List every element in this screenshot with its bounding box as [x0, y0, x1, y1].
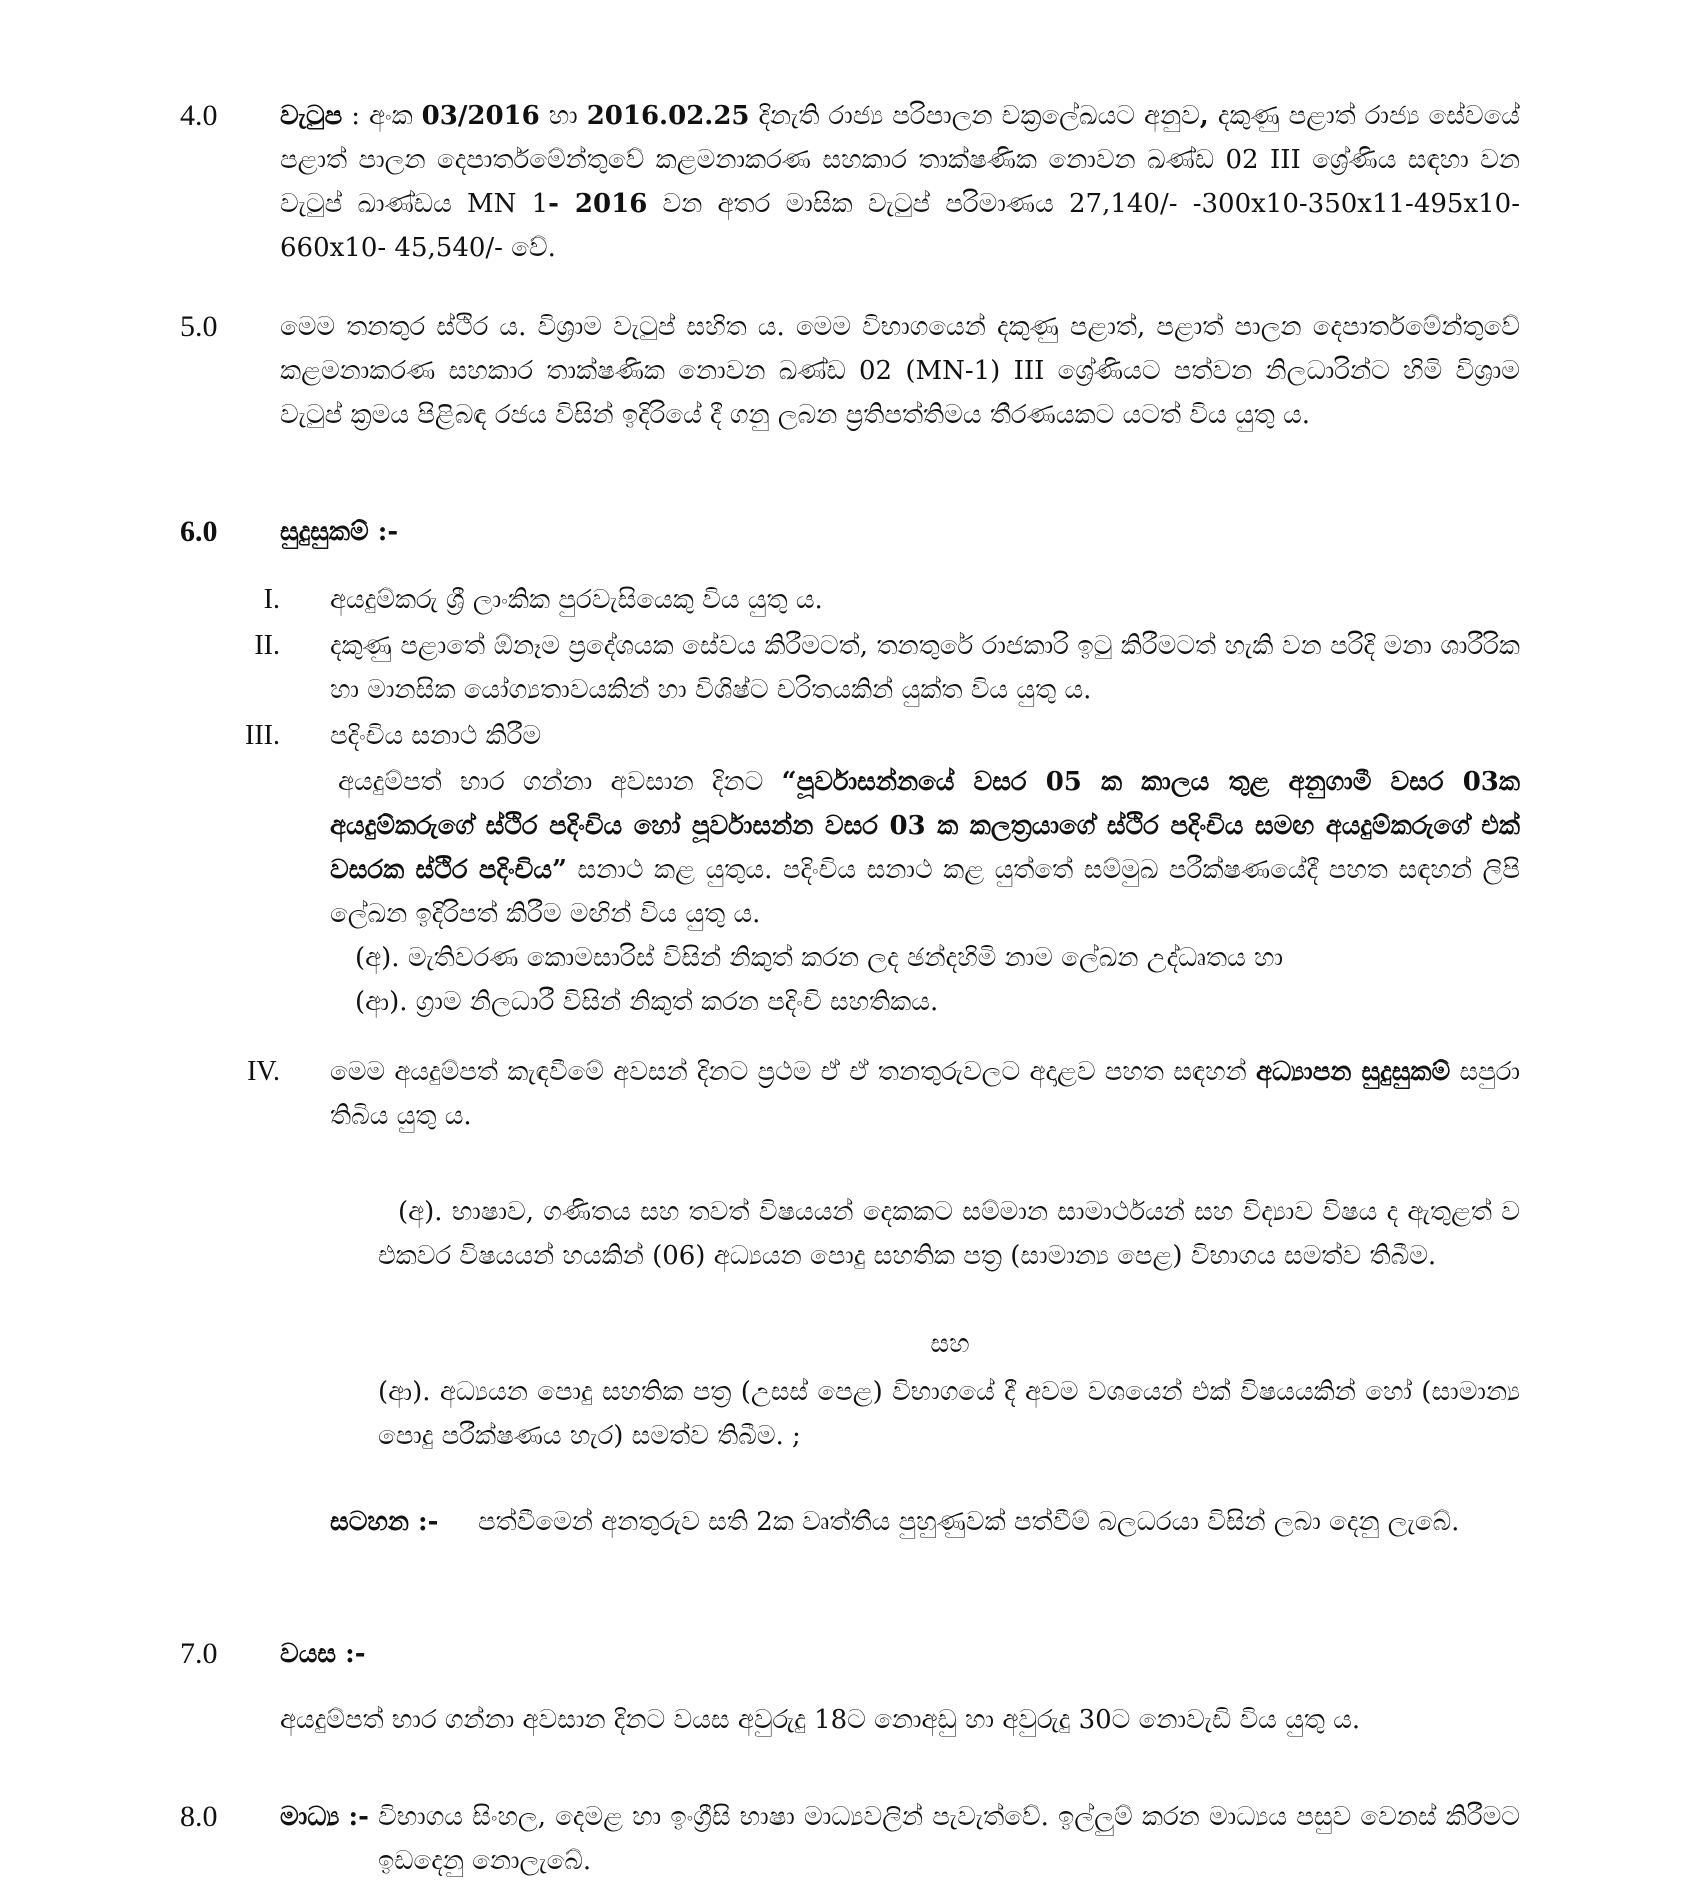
item-ii-text: දකුණු පළාතේ ඕනෑම ප්‍රදේශයක සේවය කිරීමටත්, තනතුරේ රාජකාරි ඉටු කිරීමටත් හැකි වන පරිදි මනා ශාරීරික හා මානසික යෝග්‍යතාවයකින් හා විශිෂ්ට චරිතයකින් යුක්ත විය යුතු ය.	[330, 631, 1520, 705]
section-4-salary-text: වැටුප : අංක 03/2016 හා 2016.02.25 දිනැති රාජ්‍ය පරිපාලන චක්‍රලේඛයට අනුව, දකුණු පළාත් රාජ්‍ය සේවයේ පළාත් පාලන දෙපාර්තමේන්තුවේ කළමනාකරණ සහකාර තාක්ෂණික නොවන ඛණ්ඩ 02 III ශ්‍රේණිය සඳහා වන වැටුප් ඛාණ්ඩය MN 1- 2016 වන අතර මාසික වැටුප් පරිමාණය 27,140/- -300x10-350x11-495x10-660x10- 45,540/- වේ.	[280, 101, 1520, 263]
item-i-text: අයදුම්කරු ශ්‍රී ලාංකික පුරවැසියෙකු විය යුතු ය.	[330, 585, 823, 615]
note-label: සටහන :-	[330, 1507, 439, 1537]
section-5-number: 5.0	[180, 310, 218, 343]
item-iv-number: IV.	[247, 1056, 280, 1087]
section-8-medium-text: විභාගය සිංහල, දෙමළ හා ඉංග්‍රීසි භාෂා මාධ්‍යවලින් පැවැත්වේ. ඉල්ලුම් කරන මාධ්‍යය පසුව වෙනස් කිරීමට ඉඩදෙනු නොලැබේ.	[378, 1802, 1520, 1876]
item-iii-doc-aa: (ආ). ග්‍රාම නිලධාරී විසින් නිකුත් කරන පදිංචි සහතිකය.	[355, 987, 939, 1017]
note-text: පත්වීමෙන් අනතුරුව සති 2ක වෘත්තීය පුහුණුවක් පත්වීම් බලධරයා විසින් ලබා දෙනු ලැබේ.	[478, 1507, 1460, 1537]
item-iii-residence-text: අයදුම්පත් භාර ගන්නා අවසාන දිනට “පූර්වාසන්නයේ වසර 05 ක කාලය තුළ අනුගාමී වසර 03ක අයදුම්කරුගේ ස්ථිර පදිංචිය හෝ පූර්වාසන්න වසර 03 ක කලත්‍රයාගේ ස්ථිර පදිංචිය සමඟ අයදුම්කරුගේ එක් වසරක ස්ථිර පදිංචිය” සනාථ කළ යුතුය. පදිංචිය සනාථ කළ යුත්තේ සම්මුඛ පරීක්ෂණයේදී පහත සඳහන් ලිපි ලේඛන ඉදිරිපත් කිරීම මඟින් විය යුතු ය.	[330, 767, 1520, 929]
item-i-number: I.	[263, 584, 280, 615]
section-8-label: මාධ්‍ය :-	[280, 1802, 369, 1832]
item-iii-title: පදිංචිය සනාථ කිරීම	[330, 721, 542, 751]
section-7-age-text: අයදුම්පත් භාර ගන්නා අවසාන දිනට වයස අවුරුදු 18ට නොඅඩු හා අවුරුදු 30ට නොවැඩි විය යුතු ය.	[280, 1705, 1361, 1735]
section-6-number: 6.0	[180, 515, 218, 548]
section-7-heading: වයස :-	[280, 1639, 366, 1669]
item-iv-qual-a: (අ). භාෂාව, ගණිතය සහ තවත් විෂයයන් දෙකකට සම්මාන සාමාර්ථයන් සහ විද්‍යාව විෂය ද ඇතුළත් ව එකවර විෂයයන් හයකින් (06) අධ්‍යයන පොදු සහතික පත්‍ර (සාමාන්‍ය පෙළ) විභාගය සමත්ව තිබීම.	[378, 1197, 1520, 1271]
salary-label: වැටුප	[280, 101, 343, 131]
item-iv-text: මෙම අයදුම්පත් කැඳවීමේ අවසන් දිනට ප්‍රථම ඒ ඒ තනතුරුවලට අදාළව පහත සඳහන් අධ්‍යාපන සුදුසුකම් සපුරා තිබිය යුතු ය.	[330, 1057, 1520, 1131]
item-iii-number: III.	[245, 720, 280, 751]
item-iv-and: සහ	[930, 1329, 970, 1359]
item-iv-qual-aa: (ආ). අධ්‍යයන පොදු සහතික පත්‍ර (උසස් පෙළ) විභාගයේ දී අවම වශයෙන් එක් විෂයයකින් හෝ (සාමාන්‍ය පොදු පරීක්ෂණය හැර) සමත්ව තිබීම. ;	[378, 1377, 1520, 1451]
section-7-number: 7.0	[180, 1637, 218, 1670]
section-5-permanent-text: මෙම තනතුර ස්ථිර ය. විශ්‍රාම වැටුප් සහිත ය. මෙම විභාගයෙන් දකුණු පළාත්, පළාත් පාලන දෙපාර්තමේන්තුවේ කළමනාකරණ සහකාර තාක්ෂණික නොවන ඛණ්ඩ 02 (MN-1) III ශ්‍රේණියට පත්වන නිලධාරින්ට හිමි විශ්‍රාම වැටුප් ක්‍රමය පිළිබඳ රජය විසින් ඉදිරියේ දී ගනු ලබන ප්‍රතිපත්තිමය තීරණයකට යටත් විය යුතු ය.	[280, 312, 1520, 430]
item-ii-number: II.	[254, 630, 280, 661]
section-4-number: 4.0	[180, 99, 218, 132]
item-iii-doc-a: (අ). මැතිවරණ කොමසාරිස් විසින් නිකුත් කරන ලද ඡන්දහිමි නාම ලේඛන උද්ධෘතය හා	[355, 943, 1284, 973]
section-6-heading: සුදුසුකම් :-	[280, 517, 399, 547]
section-8-number: 8.0	[180, 1800, 218, 1833]
